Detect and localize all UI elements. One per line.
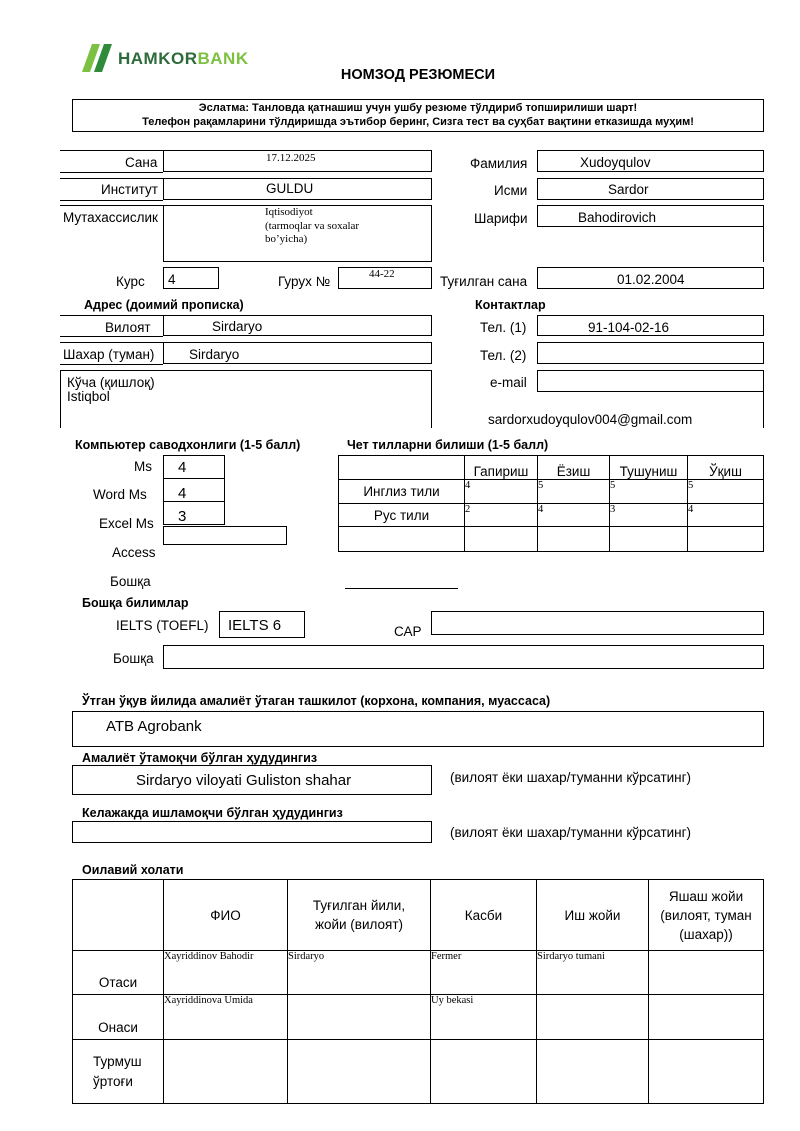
name-field[interactable] <box>537 178 764 200</box>
other-knowledge-field[interactable] <box>163 645 764 669</box>
computer-item-ms-label: Ms <box>134 459 152 474</box>
patronymic-value: Bahodirovich <box>578 210 657 225</box>
family-col-fio: ФИО <box>164 880 288 951</box>
region-field[interactable] <box>163 315 432 336</box>
family-row-fio[interactable]: Xayriddinova Umida <box>164 995 288 1040</box>
family-heading: Оилавий холати <box>82 863 184 877</box>
birth-date-label: Туғилган сана <box>440 274 528 289</box>
languages-row-english-writing[interactable]: 5 <box>538 480 610 504</box>
date-row-line-bottom <box>60 172 163 173</box>
family-row-fio[interactable]: Xayriddinov Bahodir <box>164 951 288 995</box>
city-row-line-bottom <box>60 364 163 365</box>
email-value: sardorxudoyqulov004@gmail.com <box>488 412 693 427</box>
computer-item-other-field[interactable] <box>345 588 458 589</box>
computer-item-word-label: Word Ms <box>93 487 147 502</box>
notice-box <box>72 99 764 132</box>
other-knowledge-heading: Бошқа билимлар <box>82 596 189 610</box>
page-title: НОМЗОД РЕЗЮМЕСИ <box>340 67 496 83</box>
family-row-live[interactable] <box>649 951 764 995</box>
city-label: Шахар (туман) <box>63 347 155 362</box>
family-row-relation: Отаси <box>73 951 164 995</box>
languages-empty-cell[interactable] <box>610 527 688 552</box>
date-row-line <box>60 150 163 151</box>
future-region-hint: (вилоят ёки шахар/туманни кўрсатинг) <box>450 825 692 840</box>
computer-scores-divider-2 <box>163 501 225 502</box>
course-value: 4 <box>168 272 176 287</box>
name-label: Исми <box>494 183 528 198</box>
bank-name-part1: HAMKOR <box>118 49 198 68</box>
family-row-job[interactable] <box>431 1040 537 1104</box>
languages-empty-cell[interactable] <box>538 527 610 552</box>
name-value: Sardor <box>608 182 649 197</box>
group-label: Гурух № <box>278 274 331 289</box>
languages-col-understanding: Тушуниш <box>610 456 688 480</box>
group-value: 44-22 <box>369 268 395 280</box>
date-value: 17.12.2025 <box>266 152 316 164</box>
computer-scores-box <box>163 455 225 525</box>
specialty-label: Мутахассислик <box>63 210 158 225</box>
phone1-label: Тел. (1) <box>480 320 527 335</box>
family-col-birth: Туғилган йили, жойи (вилоят) <box>288 880 431 951</box>
computer-item-excel-label: Excel Ms <box>99 516 154 531</box>
notice-line-2: Телефон рақамларини тўлдиришда эътибор беринг, Сизга тест ва суҳбат вақтини етказишда муҳим! <box>142 116 694 128</box>
surname-label: Фамилия <box>470 156 528 171</box>
email-extra-border <box>763 392 764 428</box>
computer-heading: Компьютер саводхонлиги (1-5 балл) <box>75 438 301 452</box>
course-label: Курс <box>116 274 145 289</box>
practice-region-hint: (вилоят ёки шахар/туманни кўрсатинг) <box>450 770 692 785</box>
other-knowledge-label: Бошқа <box>113 651 154 666</box>
family-row-work[interactable]: Sirdaryo tumani <box>537 951 649 995</box>
institute-label: Институт <box>101 182 158 197</box>
table-row <box>73 1040 764 1104</box>
patronymic-label: Шарифи <box>474 211 528 226</box>
family-row-live[interactable] <box>649 1040 764 1104</box>
practice-region-value: Sirdaryo viloyati Guliston shahar <box>136 772 352 789</box>
family-col-job: Касби <box>431 880 537 951</box>
future-region-field[interactable] <box>72 821 432 843</box>
region-row-line <box>60 315 163 316</box>
birth-date-value: 01.02.2004 <box>617 272 685 287</box>
practice-region-heading: Амалиёт ўтамоқчи бўлган ҳудудингиз <box>82 751 318 765</box>
computer-scores-divider-1 <box>163 478 225 479</box>
institute-row-line-bottom <box>60 200 163 201</box>
internship-heading: Ўтган ўқув йилида амалиёт ўтаган ташкилот (корхона, компания, муассаса) <box>82 694 551 708</box>
family-col-work: Иш жойи <box>537 880 649 951</box>
languages-row-english-understanding[interactable]: 5 <box>610 480 688 504</box>
computer-item-excel-value[interactable]: 3 <box>178 508 187 525</box>
date-label: Сана <box>125 155 158 170</box>
city-row-line <box>60 342 163 343</box>
institute-row-line <box>60 178 163 179</box>
email-label: e-mail <box>490 375 527 390</box>
family-row-fio[interactable] <box>164 1040 288 1104</box>
region-label: Вилоят <box>105 320 151 335</box>
email-field[interactable] <box>537 370 764 392</box>
family-row-job[interactable]: Fermer <box>431 951 537 995</box>
ielts-label: IELTS (TOEFL) <box>116 618 209 633</box>
languages-col-writing: Ёзиш <box>538 456 610 480</box>
street-label: Кўча (қишлоқ) <box>67 375 155 390</box>
ielts-value: IELTS 6 <box>228 617 282 634</box>
family-row-relation: Онаси <box>73 995 164 1040</box>
region-value: Sirdaryo <box>212 319 263 334</box>
street-value: Istiqbol <box>67 389 110 404</box>
institute-value: GULDU <box>266 181 314 196</box>
surname-value: Xudoyqulov <box>580 155 651 170</box>
phone2-label: Тел. (2) <box>480 348 527 363</box>
languages-row-english-reading[interactable]: 5 <box>688 480 764 504</box>
family-row-birth[interactable]: Sirdaryo <box>288 951 431 995</box>
address-heading: Адрес (доимий прописка) <box>84 298 244 312</box>
languages-empty-cell[interactable] <box>339 527 465 552</box>
sap-field[interactable] <box>431 611 764 635</box>
notice-line-1: Эслатма: Танловда қатнашиш учун ушбу резюме тўлдириб топширилиши шарт! <box>198 102 638 114</box>
contacts-heading: Контактлар <box>475 298 546 312</box>
family-row-job[interactable]: Uy bekasi <box>431 995 537 1040</box>
languages-empty-cell[interactable] <box>688 527 764 552</box>
table-row <box>73 951 764 995</box>
family-row-birth[interactable] <box>288 1040 431 1104</box>
table-row <box>73 995 764 1040</box>
languages-row-russian-writing[interactable]: 4 <box>538 504 610 527</box>
bank-name-part2: BANK <box>197 49 249 68</box>
languages-col-speaking: Гапириш <box>465 456 538 480</box>
region-row-line-bottom <box>60 336 163 337</box>
family-row-relation: Турмуш ўртоғи <box>73 1040 164 1104</box>
family-row-work[interactable] <box>537 995 649 1040</box>
specialty-value: Iqtisodiyot (tarmoqlar va soxalar bo’yicha) <box>265 206 360 245</box>
languages-col-reading: Ўқиш <box>688 456 764 480</box>
family-row-live[interactable] <box>649 995 764 1040</box>
family-table <box>72 879 764 1104</box>
computer-item-access-field[interactable] <box>163 526 287 545</box>
family-col-live: Яшаш жойи (вилоят, туман (шахар)) <box>649 880 764 951</box>
languages-row-english-speaking[interactable]: 4 <box>465 480 538 504</box>
computer-item-word-value[interactable]: 4 <box>178 485 187 502</box>
computer-item-access-label: Access <box>112 545 156 560</box>
internship-value: ATB Agrobank <box>106 718 202 735</box>
computer-item-ms-value[interactable]: 4 <box>178 459 187 476</box>
languages-table <box>338 455 764 552</box>
phone2-field[interactable] <box>537 342 764 364</box>
phone1-value: 91-104-02-16 <box>588 320 670 335</box>
family-row-birth[interactable] <box>288 995 431 1040</box>
patronymic-extra-border <box>763 227 764 262</box>
languages-heading: Чет тилларни билиши (1-5 балл) <box>347 438 549 452</box>
languages-row-russian-reading[interactable]: 4 <box>688 504 764 527</box>
city-value: Sirdaryo <box>189 347 240 362</box>
languages-row-russian-understanding[interactable]: 3 <box>610 504 688 527</box>
sap-label: САР <box>394 624 422 639</box>
family-row-work[interactable] <box>537 1040 649 1104</box>
languages-empty-cell[interactable] <box>465 527 538 552</box>
future-region-heading: Келажакда ишламоқчи бўлган ҳудудингиз <box>82 806 343 820</box>
languages-row-russian-speaking[interactable]: 2 <box>465 504 538 527</box>
computer-item-other-label: Бошқа <box>110 574 151 589</box>
languages-row-russian-name: Рус тили <box>339 504 465 527</box>
specialty-row-line <box>60 205 163 206</box>
languages-row-english-name: Инглиз тили <box>339 480 465 504</box>
